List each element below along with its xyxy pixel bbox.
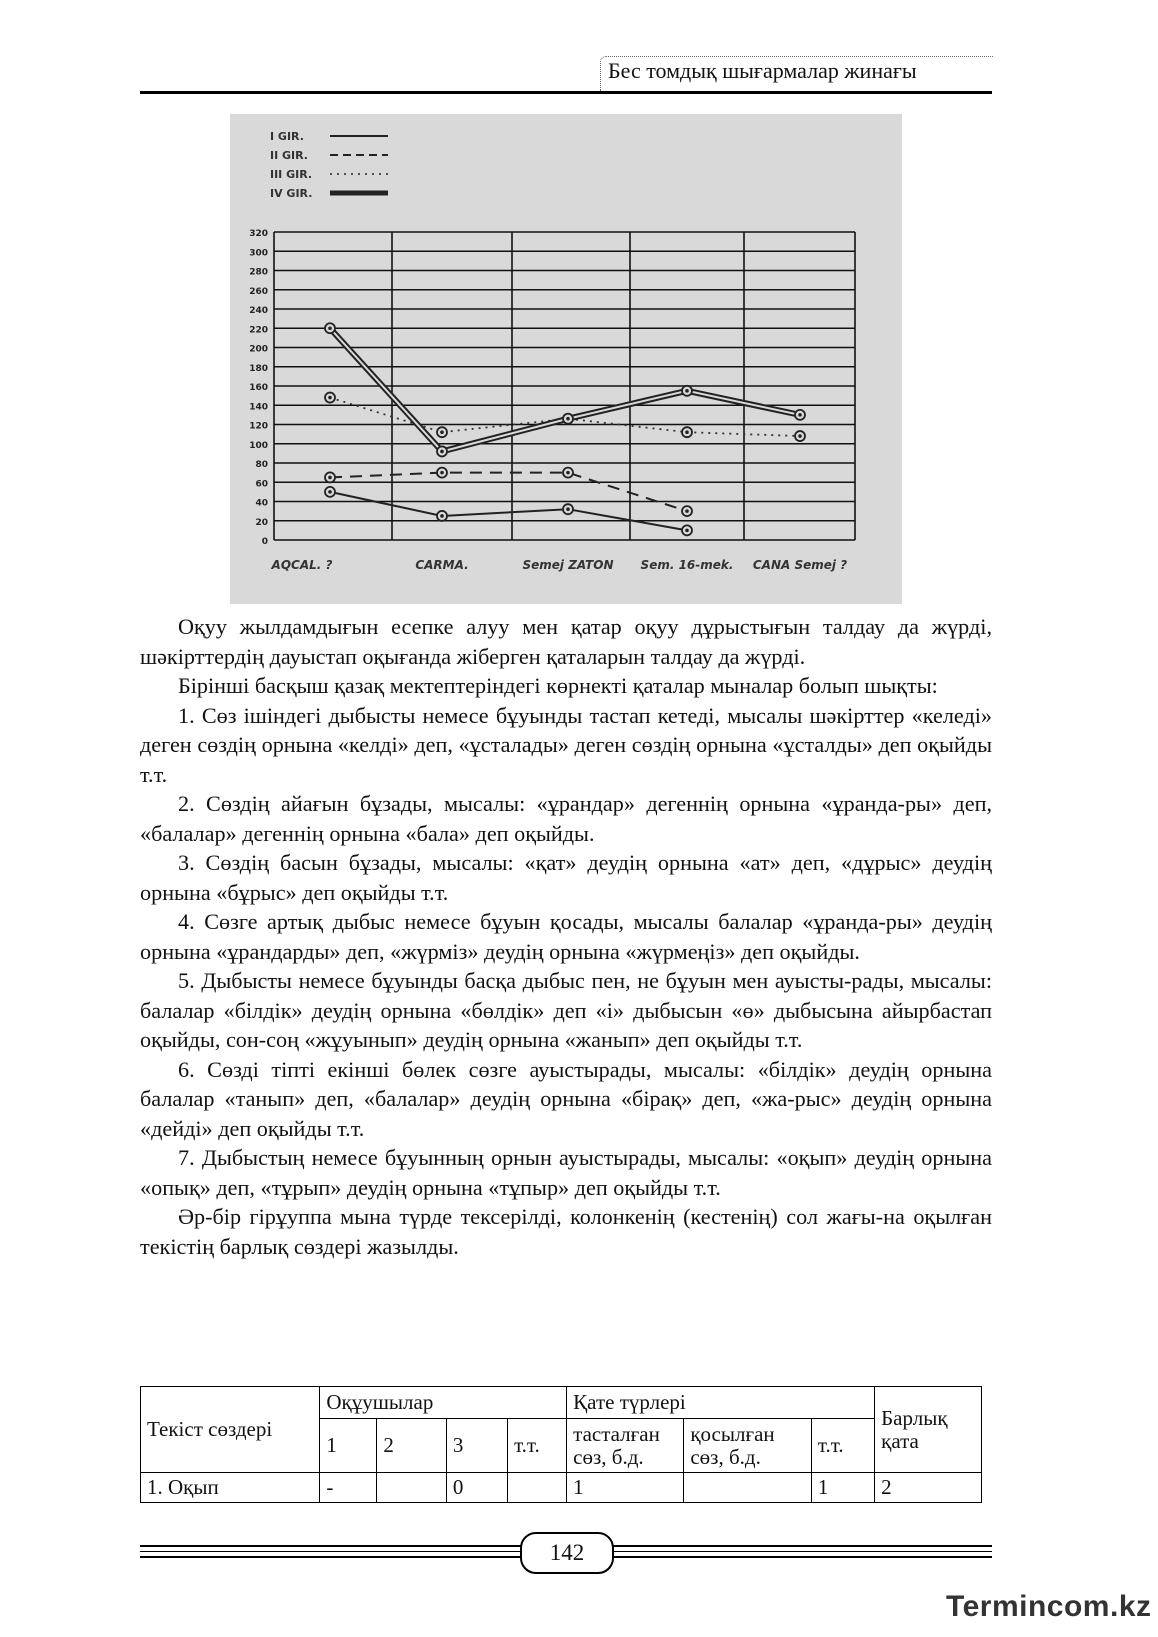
y-tick-label: 220: [249, 325, 268, 336]
chart-figure: [230, 114, 902, 604]
data-point-center: [798, 413, 802, 417]
table-cell: 1: [567, 1473, 684, 1503]
y-tick-label: 200: [249, 344, 268, 355]
paragraph: 5. Дыбысты немесе бұуынды басқа дыбыс пен, не бұуын мен ауысты-рады, мысалы: балалар «білдік» деудің орнына «бөлдік» деп «і» дыбысын «ө» дыбысына айырбастап оқыйды, сон-соң «жұуынып» деудің орнына «жанып» деп оқыйды т.т.: [140, 968, 992, 1052]
table-cell: [508, 1473, 567, 1503]
x-tick-label: CANA Semej ?: [752, 558, 848, 572]
y-tick-label: 280: [249, 267, 268, 278]
data-point-center: [328, 396, 332, 400]
data-point-center: [685, 430, 689, 434]
x-tick-label: Sem. 16-mek.: [640, 558, 734, 572]
col-header-text: Текіст сөздері: [141, 1387, 320, 1473]
col-group-errors: Қате түрлері: [567, 1387, 875, 1419]
table-cell: 1: [811, 1473, 874, 1503]
data-point-center: [328, 326, 332, 330]
data-point-center: [566, 417, 570, 421]
col-header-student: 1: [320, 1419, 377, 1473]
x-tick-label: AQCAL. ?: [271, 558, 333, 572]
paragraph: 6. Сөзді тіпті екінші бөлек сөзге ауыстырады, мысалы: «білдік» деудің орнына балалар «танып» деп, «балалар» деудің орнына «бірақ» деп, «жа-рыс» деудің орнына «дейді» деп оқыйды т.т.: [140, 1056, 992, 1141]
data-point-center: [328, 476, 332, 480]
table-cell: [377, 1473, 446, 1503]
legend-label: III GIR.: [270, 168, 313, 181]
paragraph: 4. Сөзге артық дыбыс немесе бұуын қосады, мысалы балалар «ұранда-ры» деудің орнына «ұрандарды» деп, «жүрміз» деудің орнына «жүрмеңіз» деп оқыйды.: [140, 909, 992, 964]
data-point-center: [566, 507, 570, 511]
col-header-student: т.т.: [508, 1419, 567, 1473]
x-tick-label: CARMA.: [415, 558, 469, 572]
series-line: [330, 492, 687, 531]
y-tick-label: 120: [249, 421, 268, 432]
body-text: [140, 612, 992, 1261]
data-point-center: [328, 490, 332, 494]
data-point-center: [440, 430, 444, 434]
y-tick-label: 240: [249, 306, 268, 316]
data-point-center: [798, 434, 802, 438]
paragraph: 2. Сөздің айағын бұзады, мысалы: «ұрандар» дегеннің орнына «ұранда-ры» деп, «балалар» дегеннің орнына «бала» деп оқыйды.: [140, 791, 992, 846]
y-tick-label: 300: [249, 248, 268, 259]
y-tick-label: 40: [255, 498, 268, 509]
watermark-logo: Termincom.kz: [946, 1590, 1152, 1623]
table-cell: [684, 1473, 812, 1503]
legend-label: I GIR.: [270, 130, 304, 143]
page-header-title: Бес томдық шығармалар жинағы: [608, 58, 917, 83]
data-point-center: [685, 529, 689, 533]
y-tick-label: 140: [249, 402, 268, 413]
y-tick-label: 320: [249, 229, 268, 239]
table-cell: 2: [875, 1473, 982, 1503]
data-point-center: [685, 509, 689, 513]
series-line: [330, 473, 687, 512]
data-point-center: [440, 450, 444, 454]
table-cell: 1. Оқып: [141, 1473, 320, 1503]
y-tick-label: 260: [249, 286, 268, 297]
y-tick-label: 180: [249, 363, 268, 374]
col-header-error: т.т.: [811, 1419, 874, 1473]
y-tick-label: 0: [261, 537, 268, 547]
table-cell: 0: [446, 1473, 507, 1503]
paragraph: 1. Сөз ішіндегі дыбысты немесе бұуынды тастап кетеді, мысалы шәкірттер «келеді» деген сөздің орнына «келді» деп, «ұсталады» деген сөздің орнына «ұсталды» деп оқыйды т.т.: [140, 702, 992, 787]
col-header-error: қосылған сөз, б.д.: [684, 1419, 812, 1473]
x-tick-label: Semej ZATON: [522, 558, 614, 572]
col-header-student: 2: [377, 1419, 446, 1473]
data-point-center: [440, 471, 444, 475]
paragraph: Оқуу жылдамдығын есепке алуу мен қатар оқуу дұрыстығын талдау да жүрді, шәкірттердің дауыстап оқығанда жіберген қаталарын талдау да жүрді.: [140, 614, 992, 669]
table-row: [141, 1473, 982, 1503]
col-header-error: тасталған сөз, б.д.: [567, 1419, 684, 1473]
y-tick-label: 80: [255, 460, 268, 470]
table-cell: -: [320, 1473, 377, 1503]
paragraph: Әр-бір гірұуппа мына түрде тексерілді, колонкенің (кестенің) сол жағы-на оқылған текістің барлық сөздері жазылды.: [140, 1204, 992, 1259]
col-header-total: Барлық қата: [875, 1387, 982, 1473]
y-tick-label: 100: [249, 440, 268, 451]
error-table: [140, 1386, 982, 1503]
col-header-student: 3: [446, 1419, 507, 1473]
line-chart: [230, 114, 902, 604]
data-point-center: [440, 514, 444, 518]
data-point-center: [566, 471, 570, 475]
data-point-center: [685, 389, 689, 393]
header-rule: [140, 91, 992, 94]
y-tick-label: 60: [255, 479, 268, 490]
legend-label: IV GIR.: [270, 187, 313, 200]
y-tick-label: 160: [249, 383, 268, 393]
legend-label: II GIR.: [270, 149, 308, 162]
page-number: 142: [520, 1532, 614, 1574]
col-group-students: Оқұушылар: [320, 1387, 567, 1419]
paragraph: Бірінші басқыш қазақ мектептеріндегі көрнекті қаталар мыналар болып шықты:: [178, 673, 938, 698]
paragraph: 7. Дыбыстың немесе бұуынның орнын ауыстырады, мысалы: «оқып» деудің орнына «опық» деп, «тұрып» деудің орнына «тұпыр» деп оқыйды т.т.: [140, 1145, 992, 1200]
y-tick-label: 20: [255, 517, 268, 528]
paragraph: 3. Сөздің басын бұзады, мысалы: «қат» деудің орнына «ат» деп, «дұрыс» деудің орнына «бұрыс» деп оқыйды т.т.: [140, 850, 992, 905]
